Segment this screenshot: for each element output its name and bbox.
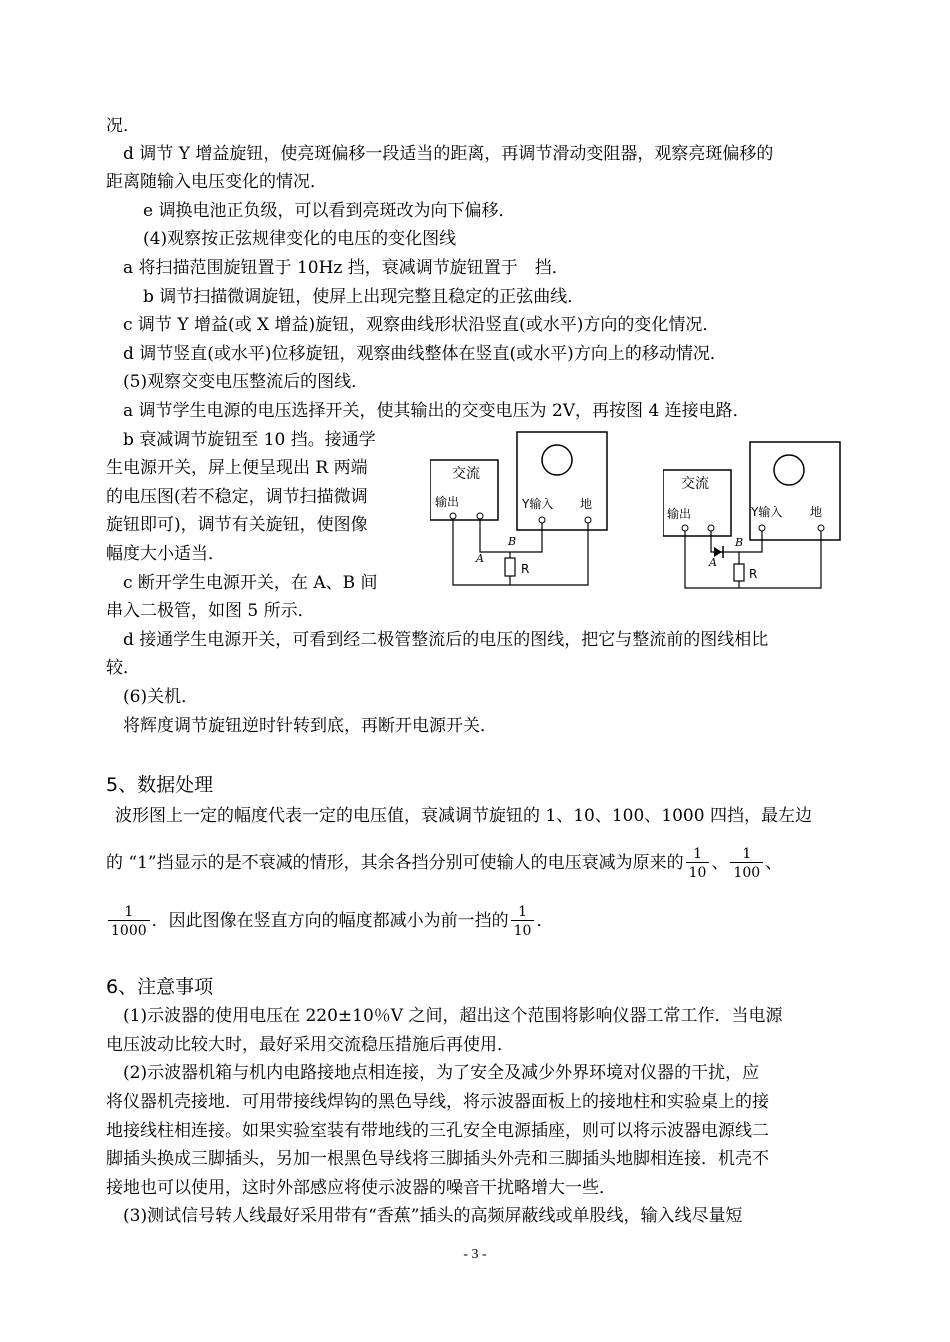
section-heading-data-processing: 5、数据处理 <box>106 774 214 796</box>
oscilloscope-screen <box>542 445 572 475</box>
resistor-label: R <box>749 567 758 581</box>
fraction-numerator: 1 <box>518 904 528 920</box>
output-label: 输出 <box>667 507 692 521</box>
ground-label: 地 <box>810 505 823 519</box>
text-line: 距离随输入电压变化的情况． <box>106 172 327 192</box>
node-a-label: A <box>709 556 717 569</box>
text-line <box>106 846 782 881</box>
text-line: 电压波动比较大时，最好采用交流稳压措施后再使用． <box>106 1035 514 1055</box>
text-line: 幅度大小适当． <box>106 544 225 564</box>
y-input-terminal <box>539 517 545 523</box>
y-input-terminal <box>759 525 765 531</box>
punctuation: ． <box>536 911 554 931</box>
section-heading-notes: 6、注意事项 <box>106 976 214 998</box>
text-line: 串入二极管，如图 5 所示． <box>106 601 315 621</box>
text-line: 地接线柱相连接。如果实验室装有带地线的三孔安全电源插座，则可以将示波器电源线二 <box>106 1121 769 1141</box>
text-line: (3)测试信号转人线最好采用带有“香蕉”插头的高频屏蔽线或单股线，输入线尽量短 <box>123 1206 743 1226</box>
fraction-denominator: 10 <box>686 862 710 881</box>
text-line: 波形图上一定的幅度代表一定的电压值，衰减调节旋钮的 1、10、100、1000 四挡，最左边 <box>115 806 812 826</box>
node-a-label: A <box>476 552 484 565</box>
text-line <box>106 904 553 939</box>
text-span: ．因此图像在竖直方向的幅度都减小为前一挡的 <box>151 911 509 931</box>
text-line: b 衰减调节旋钮至 10 挡。接通学 <box>123 430 376 450</box>
source-label: 交流 <box>681 476 709 492</box>
text-line: 将仪器机壳接地．可用带接线焊钩的黑色导线，将示波器面板上的接地柱和实验桌上的接 <box>106 1092 769 1112</box>
page-number: - 3 - <box>463 1247 487 1262</box>
text-line: d 调节 Y 增益旋钮，使亮斑偏移一段适当的距离，再调节滑动变阻器，观察亮斑偏移的 <box>123 144 774 164</box>
text-line: (1)示波器的使用电压在 220±10％V 之间，超出这个范围将影响仪器工常工作．当电源 <box>123 1006 783 1026</box>
text-line: e 调换电池正负级，可以看到亮斑改为向下偏移． <box>143 201 516 221</box>
text-line: 生电源开关，屏上便呈现出 R 两端 <box>106 458 368 478</box>
text-line: 脚插头换成三脚插头，另加一根黑色导线将三脚插头外壳和三脚插头地脚相连接．机壳不 <box>106 1149 769 1169</box>
output-terminal <box>450 513 456 519</box>
resistor-label: R <box>521 562 530 576</box>
resistor <box>734 564 744 581</box>
text-line: (6)关机． <box>123 687 199 707</box>
oscilloscope-box <box>517 432 607 530</box>
fraction-denominator: 100 <box>730 862 763 881</box>
text-line: d 接通学生电源开关，可看到经二极管整流后的电压的图线，把它与整流前的图线相比 <box>123 630 769 650</box>
separator: 、 <box>711 853 729 873</box>
y-input-label: Y输入 <box>751 505 783 519</box>
fraction <box>511 904 535 939</box>
text-line: 将辉度调节旋钮逆时针转到底，再断开电源开关． <box>123 716 497 736</box>
ground-terminal <box>585 517 591 523</box>
fraction-numerator: 1 <box>742 846 752 862</box>
text-line: 旋钮即可)，调节有关旋钮，使图像 <box>106 515 368 535</box>
text-line: 的电压图(若不稳定，调节扫描微调 <box>106 487 368 507</box>
text-line: 接地也可以使用，这时外部感应将使示波器的噪音干扰略增大一些． <box>106 1178 616 1198</box>
text-line: (5)观察交变电压整流后的图线． <box>123 372 369 392</box>
text-line: d 调节竖直(或水平)位移旋钮，观察曲线整体在竖直(或水平)方向上的移动情况． <box>123 344 727 364</box>
y-input-label: Y输入 <box>522 497 554 511</box>
circuit-figure-5 <box>663 440 843 600</box>
output-label: 输出 <box>435 495 460 509</box>
ground-terminal <box>818 525 824 531</box>
fraction <box>686 846 710 881</box>
fraction-numerator: 1 <box>124 904 134 920</box>
text-span: 的 “1”挡显示的是不衰减的情形，其余各挡分别可使输人的电压衰减为原来的 <box>106 853 684 873</box>
circuit-figure-4 <box>430 430 610 590</box>
text-line: (2)示波器机箱与机内电路接地点相连接，为了安全及减少外界环境对仪器的干扰，应 <box>123 1063 760 1083</box>
fraction-denominator: 1000 <box>108 920 150 939</box>
fraction-numerator: 1 <box>693 846 702 862</box>
text-line: (4)观察按正弦规律变化的电压的变化图线 <box>143 229 457 249</box>
node-b-label: B <box>735 536 744 549</box>
text-line: c 调节 Y 增益(或 X 增益)旋钮，观察曲线形状沿竖直(或水平)方向的变化情况． <box>123 315 720 335</box>
fraction-denominator: 10 <box>511 920 535 939</box>
separator: 、 <box>765 853 783 873</box>
output-terminal <box>708 525 714 531</box>
output-terminal <box>477 513 483 519</box>
fraction <box>108 904 150 939</box>
resistor <box>505 558 515 576</box>
source-label: 交流 <box>452 466 480 482</box>
text-line: a 调节学生电源的电压选择开关，使其输出的交变电压为 2V，再按图 4 连接电路． <box>123 401 750 421</box>
oscilloscope-screen <box>774 455 804 485</box>
text-line: 况． <box>106 116 140 136</box>
text-line: c 断开学生电源开关，在 A、B 间 <box>123 573 378 593</box>
text-line: b 调节扫描微调旋钮，使屏上出现完整且稳定的正弦曲线． <box>143 287 585 307</box>
output-terminal <box>682 525 688 531</box>
node-b-label: B <box>508 535 517 548</box>
text-line: a 将扫描范围旋钮置于 10Hz 挡，衰减调节旋钮置于 挡． <box>123 258 569 278</box>
fraction <box>730 846 763 881</box>
ground-label: 地 <box>580 497 593 511</box>
text-line: 较． <box>106 658 140 678</box>
